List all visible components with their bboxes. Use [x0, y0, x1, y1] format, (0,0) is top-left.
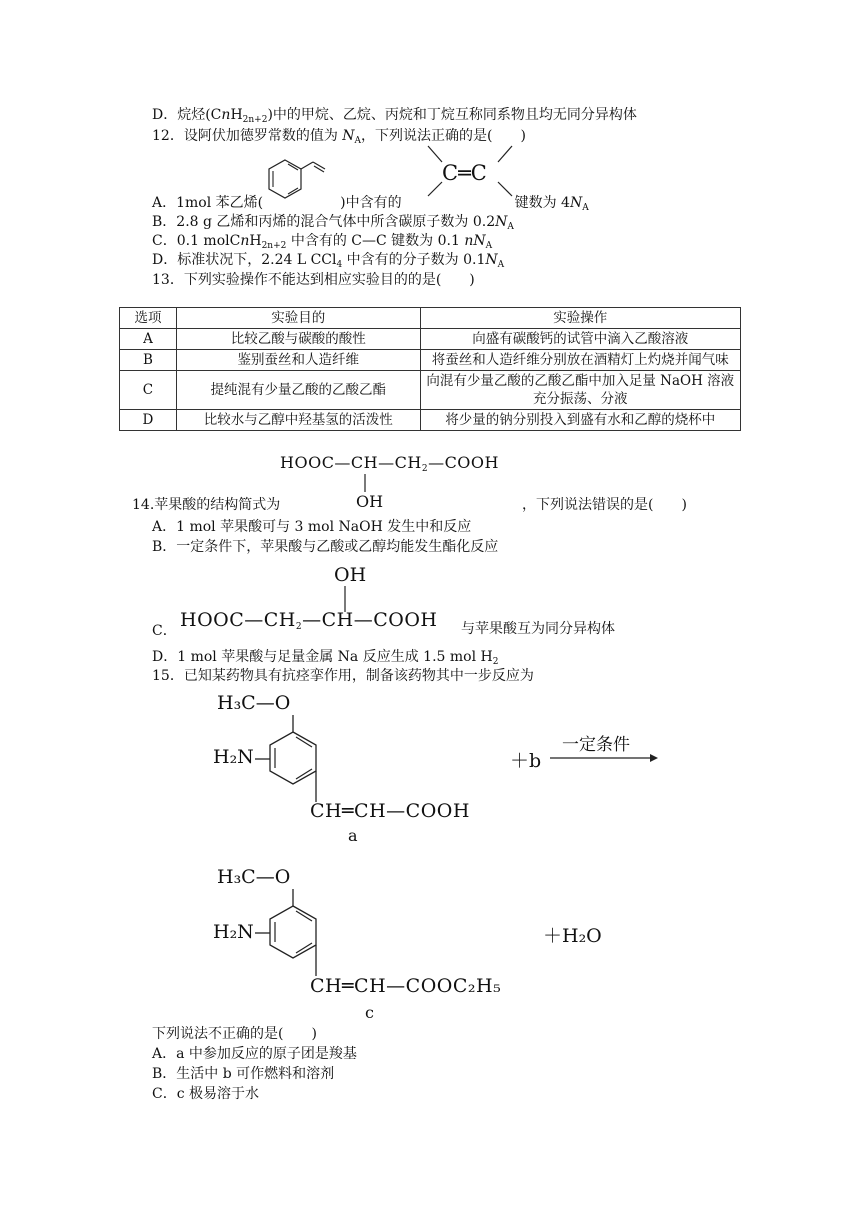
table-row: B 鉴别蚕丝和人造纤维 将蚕丝和人造纤维分别放在酒精灯上灼烧并闻气味 [120, 350, 741, 371]
q15-option-a: A．a 中参加反应的原子团是羧基 [152, 1046, 357, 1062]
q11-option-d: D．烷烃(CnH$_{2n+2}$)中的甲烷、乙烷、丙烷和丁烷互称同系物且均无同分异构体 [152, 107, 637, 125]
compound-a-ring [255, 710, 345, 805]
isomer-formula: HOOC—CH2—CH—COOH [180, 609, 438, 632]
q12-option-c: C．0.1 molCnH$_{2n+2}$ 中含有的 C—C 键数为 0.1 $nN_A$ [152, 233, 493, 251]
q14-option-d: D．1 mol 苹果酸与足量金属 Na 反应生成 1.5 mol $H_2$ [152, 649, 499, 667]
table-row: C 提纯混有少量乙酸的乙酸乙酯 向混有少量乙酸的乙酸乙酯中加入足量 NaOH 溶液充分振荡、分液 [120, 371, 741, 410]
q15-stem: 15．已知某药物具有抗痉挛作用，制备该药物其中一步反应为 [152, 668, 534, 684]
compound-c-amino: H₂N [213, 921, 254, 943]
compound-a-label: a [348, 826, 358, 845]
compound-c-ring [255, 884, 345, 979]
compound-c-methoxy: H₃C—O [217, 866, 291, 888]
q14-stem-a: 14.苹果酸的结构简式为 [132, 497, 281, 513]
q14-stem-b: ，下列说法错误的是( ) [522, 497, 687, 513]
table-row: D 比较水与乙醇中羟基氢的活泼性 将少量的钠分别投入到盛有水和乙醇的烧杯中 [120, 410, 741, 431]
malic-acid-oh: OH [356, 492, 384, 511]
q14-option-b: B．一定条件下，苹果酸与乙酸或乙醇均能发生酯化反应 [152, 539, 499, 555]
q12-stem: 12．设阿伏加德罗常数的值为 $N_A$，下列说法正确的是( ) [152, 128, 526, 146]
header-option: 选项 [120, 308, 177, 329]
reaction-arrow-icon [550, 751, 660, 765]
q14-option-c-prefix: C． [152, 623, 177, 639]
cc-double-bond-structure: C═C [420, 138, 520, 208]
compound-c-label: c [365, 1003, 374, 1022]
q15-option-c: C．c 极易溶于水 [152, 1086, 260, 1102]
malic-acid-formula: HOOC—CH—CH2—COOH [280, 453, 499, 474]
plus-b: ＋b [510, 750, 542, 772]
q13-stem: 13．下列实验操作不能达到相应实验目的的是( ) [152, 272, 475, 288]
compound-a-chain: CH═CH—COOH [310, 800, 470, 822]
q13-experiment-table [119, 307, 741, 431]
q14-option-c-suffix: 与苹果酸互为同分异构体 [461, 621, 615, 637]
header-operation: 实验操作 [420, 308, 741, 329]
q12-option-a: A．1mol 苯乙烯( )中含有的 键数为 $4N_A$ [152, 195, 589, 213]
compound-c-chain: CH═CH—COOC₂H₅ [310, 975, 502, 997]
q15-sub-stem: 下列说法不正确的是( ) [152, 1026, 317, 1042]
q15-option-b: B．生活中 b 可作燃料和溶剂 [152, 1066, 335, 1082]
malic-acid-bond [362, 474, 368, 492]
q12-option-b: B．2.8 g 乙烯和丙烯的混合气体中所含碳原子数为 $0.2N_A$ [152, 214, 514, 232]
table-header-row [120, 308, 741, 329]
header-purpose: 实验目的 [176, 308, 420, 329]
compound-a-methoxy: H₃C—O [217, 692, 291, 714]
q12-option-d: D．标准状况下，2.24 L CCl$_4$ 中含有的分子数为 $0.1N_A$ [152, 252, 505, 270]
q14-option-a: A．1 mol 苹果酸可与 3 mol NaOH 发生中和反应 [152, 519, 472, 535]
table-row: A 比较乙酸与碳酸的酸性 向盛有碳酸钙的试管中滴入乙酸溶液 [120, 329, 741, 350]
isomer-oh: OH [334, 564, 367, 586]
compound-a-amino: H₂N [213, 746, 254, 768]
reaction-condition: 一定条件 [562, 735, 630, 755]
plus-water: ＋H₂O [543, 925, 602, 947]
